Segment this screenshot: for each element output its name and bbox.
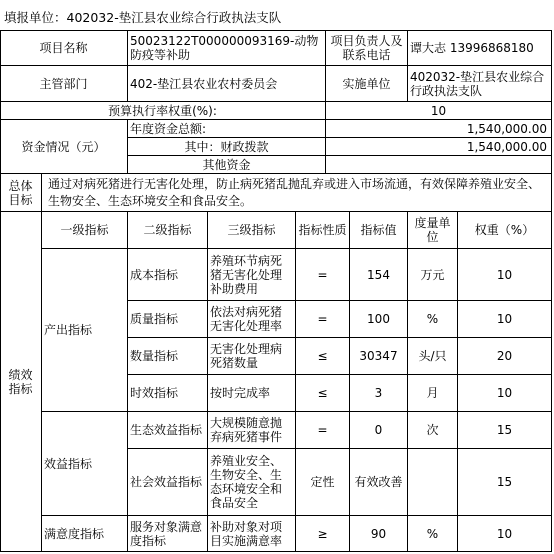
val-satisfaction: 90 xyxy=(350,516,408,552)
val-quality: 100 xyxy=(350,301,408,338)
l3-social: 养殖业安全、生物安全、生态环境安全和食品安全 xyxy=(208,449,296,516)
leader-value: 谭大志 13996868180 xyxy=(408,30,552,66)
op-social: 定性 xyxy=(296,449,350,516)
l3-eco: 大规模随意抛弃病死猪事件 xyxy=(208,412,296,449)
l3-quantity: 无害化处理病死猪数量 xyxy=(208,338,296,375)
l2-satisfaction: 服务对象满意度指标 xyxy=(128,516,208,552)
weight-eco: 15 xyxy=(458,412,552,449)
goal-text: 通过对病死猪进行无害化处理，防止病死猪乱抛乱弃或进入市场流通，有效保障养殖业安全、生物安全、生态环境安全和食品安全。 xyxy=(42,174,552,212)
unit-quantity: 头/只 xyxy=(408,338,458,375)
weight-cost: 10 xyxy=(458,249,552,301)
annual-value: 1,540,000.00 xyxy=(326,120,552,138)
header-weight: 权重（%） xyxy=(458,212,552,249)
unit-cost: 万元 xyxy=(408,249,458,301)
op-timeliness: ≤ xyxy=(296,375,350,412)
val-eco: 0 xyxy=(350,412,408,449)
annual-label: 年度资金总额: xyxy=(128,120,326,138)
fiscal-label: 其中：财政拨款 xyxy=(128,138,326,156)
op-cost: = xyxy=(296,249,350,301)
other-label: 其他资金 xyxy=(128,156,326,174)
l3-quality: 依法对病死猪无害化处理率 xyxy=(208,301,296,338)
header-value: 指标值 xyxy=(350,212,408,249)
val-timeliness: 3 xyxy=(350,375,408,412)
unit-timeliness: 月 xyxy=(408,375,458,412)
val-cost: 154 xyxy=(350,249,408,301)
unit-eco: 次 xyxy=(408,412,458,449)
other-value xyxy=(326,156,552,174)
l2-cost: 成本指标 xyxy=(128,249,208,301)
fiscal-value: 1,540,000.00 xyxy=(326,138,552,156)
weight-value: 10 xyxy=(326,102,552,120)
op-quality: = xyxy=(296,301,350,338)
goal-label: 总体目标 xyxy=(0,174,42,212)
header-unit: 度量单位 xyxy=(408,212,458,249)
op-quantity: ≤ xyxy=(296,338,350,375)
l1-output: 产出指标 xyxy=(42,249,128,412)
project-name-value: 50023122T000000093169-动物防疫等补助 xyxy=(128,30,326,66)
l3-satisfaction: 补助对象对项目实施满意率 xyxy=(208,516,296,552)
l2-timeliness: 时效指标 xyxy=(128,375,208,412)
val-social: 有效改善 xyxy=(350,449,408,516)
unit-quality: % xyxy=(408,301,458,338)
weight-quality: 10 xyxy=(458,301,552,338)
l2-quality: 质量指标 xyxy=(128,301,208,338)
weight-label: 预算执行率权重(%): xyxy=(0,102,326,120)
header-l1: 一级指标 xyxy=(42,212,128,249)
perf-label: 绩效指标 xyxy=(0,212,42,552)
weight-satisfaction: 10 xyxy=(458,516,552,552)
weight-timeliness: 10 xyxy=(458,375,552,412)
unit-social xyxy=(408,449,458,516)
dept-value: 402-垫江县农业农村委员会 xyxy=(128,66,326,102)
l2-social: 社会效益指标 xyxy=(128,449,208,516)
report-unit-header: 填报单位：402032-垫江县农业综合行政执法支队 xyxy=(4,10,282,25)
op-satisfaction: ≥ xyxy=(296,516,350,552)
l1-satisfaction: 满意度指标 xyxy=(42,516,128,552)
project-name-label: 项目名称 xyxy=(0,30,128,66)
l2-eco: 生态效益指标 xyxy=(128,412,208,449)
header-l2: 二级指标 xyxy=(128,212,208,249)
weight-social: 15 xyxy=(458,449,552,516)
dept-label: 主管部门 xyxy=(0,66,128,102)
l3-cost: 养殖环节病死猪无害化处理补助费用 xyxy=(208,249,296,301)
weight-quantity: 20 xyxy=(458,338,552,375)
impl-value: 402032-垫江县农业综合行政执法支队 xyxy=(408,66,552,102)
unit-satisfaction: % xyxy=(408,516,458,552)
l1-benefit: 效益指标 xyxy=(42,412,128,516)
leader-label: 项目负责人及联系电话 xyxy=(326,30,408,66)
op-eco: = xyxy=(296,412,350,449)
impl-label: 实施单位 xyxy=(326,66,408,102)
val-quantity: 30347 xyxy=(350,338,408,375)
performance-table xyxy=(0,30,552,552)
funds-label: 资金情况（元） xyxy=(0,120,128,174)
header-l3: 三级指标 xyxy=(208,212,296,249)
l3-timeliness: 按时完成率 xyxy=(208,375,296,412)
header-nature: 指标性质 xyxy=(296,212,350,249)
l2-quantity: 数量指标 xyxy=(128,338,208,375)
